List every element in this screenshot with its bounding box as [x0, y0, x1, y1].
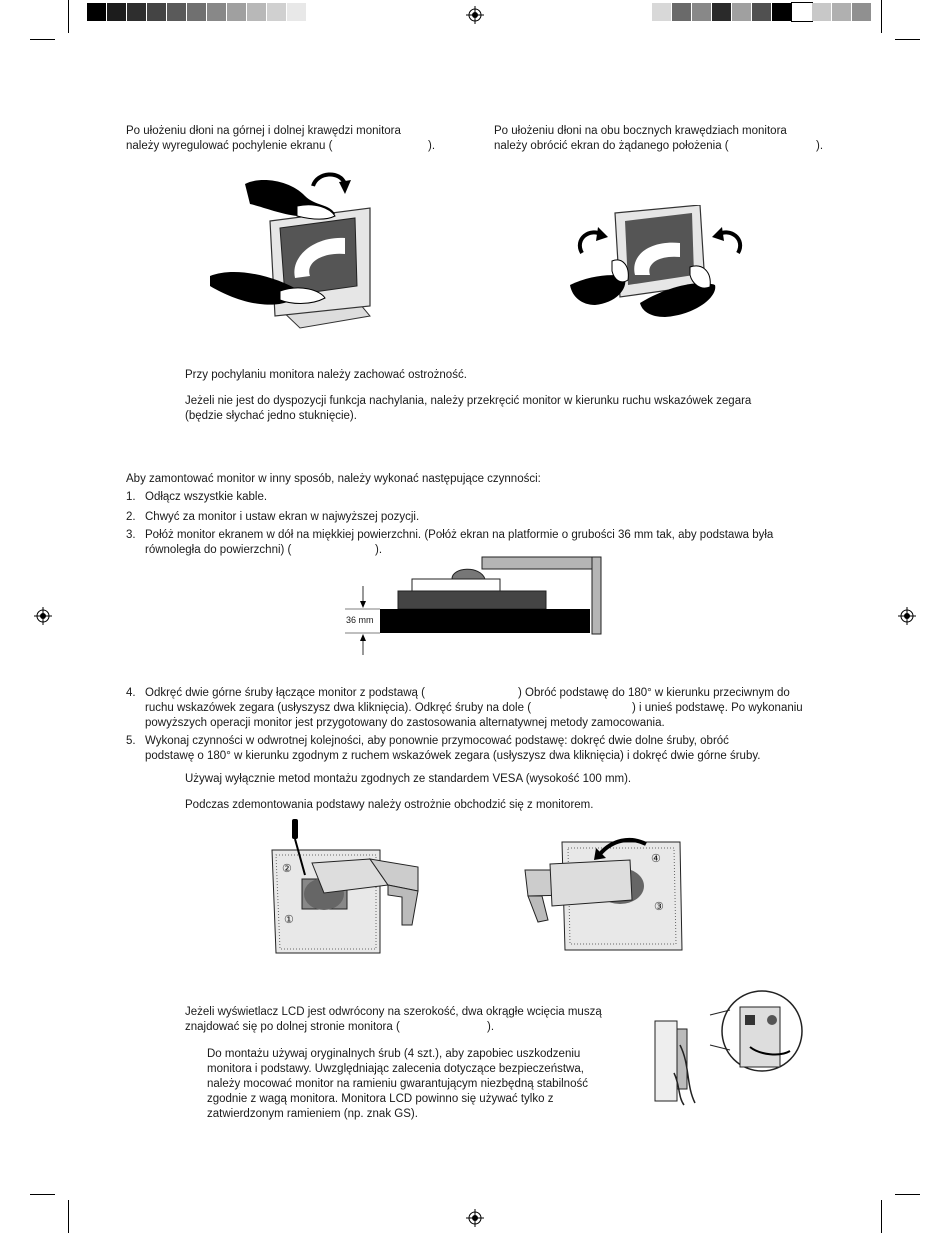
color-swatch — [772, 3, 792, 21]
step-text: Połóż monitor ekranem w dół na miękkiej powierzchni. (Połóż ekran na platformie o grubości 36 mm tak, aby podstawa była — [145, 529, 774, 541]
step-text: powyższych operacji monitor jest przygotowany do zastosowania alternatywnej metody zamocowania. — [145, 717, 665, 729]
step-text: ) i unieś podstawę. Po wykonaniu — [632, 702, 803, 714]
tilt-illustration — [205, 166, 380, 331]
color-swatch — [187, 3, 207, 21]
warning-line: zatwierdzonym ramieniem (np. znak GS). — [207, 1108, 418, 1120]
step-text: Chwyć za monitor i ustaw ekran w najwyższej pozycji. — [145, 511, 420, 523]
step-number: 5. — [126, 735, 136, 747]
tilt-note-line: (będzie słychać jedno stuknięcie). — [185, 410, 357, 422]
color-bar-right — [652, 3, 872, 21]
color-swatch — [792, 3, 812, 21]
landscape-mount-illustration — [650, 985, 810, 1110]
vesa-note-text: Używaj wyłącznie metod montażu zgodnych ze standardem VESA (wysokość 100 mm). — [185, 773, 632, 785]
color-swatch — [227, 3, 247, 21]
color-swatch — [207, 3, 227, 21]
color-swatch — [732, 3, 752, 21]
step-number: 2. — [126, 511, 136, 523]
step-text: ). — [375, 544, 383, 556]
screw-marker: ① — [284, 914, 294, 926]
warning-line: zgodnie z wagą monitora. Monitora LCD powinno się używać tylko z — [207, 1093, 554, 1105]
warning-line: należy mocować monitor na ramieniu gwarantującym niezbędną stabilność — [207, 1078, 588, 1090]
screw-marker: ② — [282, 863, 292, 875]
step-text: Wykonaj czynności w odwrotnej kolejności, aby ponownie przymocować podstawę: dokręć dwie dolne śruby, obróć — [145, 735, 729, 747]
step-number: 4. — [126, 687, 136, 699]
color-swatch — [107, 3, 127, 21]
color-swatch — [752, 3, 772, 21]
crop-mark — [895, 1194, 920, 1195]
color-swatch — [812, 3, 832, 21]
platform-illustration — [340, 553, 605, 658]
crop-mark — [895, 39, 920, 40]
landscape-note-end: ). — [487, 1021, 495, 1033]
crop-mark — [68, 0, 69, 33]
tilt-instruction-line: Po ułożeniu dłoni na górnej i dolnej krawędzi monitora — [126, 125, 401, 137]
crop-mark — [30, 39, 55, 40]
color-swatch — [852, 3, 872, 21]
swivel-instruction-line: Po ułożeniu dłoni na obu bocznych krawędziach monitora — [494, 125, 787, 137]
crop-mark — [881, 1200, 882, 1233]
color-swatch — [672, 3, 692, 21]
step-text: Odkręć dwie górne śruby łączące monitor z podstawą ( — [145, 687, 425, 699]
stand-removal-illustration-right — [520, 830, 685, 955]
warning-line: Do montażu używaj oryginalnych śrub (4 szt.), aby zapobiec uszkodzeniu — [207, 1048, 581, 1060]
color-swatch — [267, 3, 287, 21]
tilt-caution-text: Przy pochylaniu monitora należy zachować ostrożność. — [185, 369, 467, 381]
mount-intro-text: Aby zamontować monitor w inny sposób, należy wykonać następujące czynności: — [126, 473, 541, 485]
color-swatch — [127, 3, 147, 21]
color-swatch — [147, 3, 167, 21]
color-swatch — [652, 3, 672, 21]
color-bar-left — [87, 3, 307, 21]
screw-marker: ④ — [651, 853, 661, 865]
swivel-instruction-end: ). — [816, 140, 824, 152]
registration-mark-icon — [898, 607, 916, 625]
step-text: ) Obróć podstawę do 180° w kierunku przeciwnym do — [518, 687, 790, 699]
registration-mark-icon — [34, 607, 52, 625]
step-text: podstawę o 180° w kierunku zgodnym z ruchem wskazówek zegara (usłyszysz dwa kliknięcia) i dokręć dwie górne śruby. — [145, 750, 761, 762]
color-swatch — [247, 3, 267, 21]
color-swatch — [287, 3, 307, 21]
warning-line: monitora i podstawy. Uwzględniając zalecenia dotyczące bezpieczeństwa, — [207, 1063, 584, 1075]
screw-marker: ③ — [654, 901, 664, 913]
registration-mark-icon — [466, 1209, 484, 1227]
crop-mark — [30, 1194, 55, 1195]
careful-note-text: Podczas zdemontowania podstawy należy ostrożnie obchodzić się z monitorem. — [185, 799, 594, 811]
tilt-instruction-line: należy wyregulować pochylenie ekranu ( — [126, 140, 333, 152]
crop-mark — [881, 0, 882, 33]
swivel-instruction-line: należy obrócić ekran do żądanego położenia ( — [494, 140, 729, 152]
color-swatch — [87, 3, 107, 21]
stand-removal-illustration-left — [262, 815, 424, 957]
step-number: 1. — [126, 491, 136, 503]
platform-thickness-label: 36 mm — [346, 615, 374, 625]
registration-mark-icon — [466, 6, 484, 24]
step-number: 3. — [126, 529, 136, 541]
color-swatch — [692, 3, 712, 21]
color-swatch — [167, 3, 187, 21]
step-text: Odłącz wszystkie kable. — [145, 491, 268, 503]
color-swatch — [712, 3, 732, 21]
landscape-note-line: znajdować się po dolnej stronie monitora ( — [185, 1021, 400, 1033]
step-text: równoległa do powierzchni) ( — [145, 544, 292, 556]
swivel-illustration — [570, 205, 750, 325]
step-text: ruchu wskazówek zegara (usłyszysz dwa kliknięcia). Odkręć śruby na dole ( — [145, 702, 532, 714]
tilt-instruction-end: ). — [428, 140, 436, 152]
crop-mark — [68, 1200, 69, 1233]
landscape-note-line: Jeżeli wyświetlacz LCD jest odwrócony na szerokość, dwa okrągłe wcięcia muszą — [185, 1006, 602, 1018]
color-swatch — [832, 3, 852, 21]
tilt-note-line: Jeżeli nie jest do dyspozycji funkcja nachylania, należy przekręcić monitor w kierunku ruchu wskazówek zegara — [185, 395, 752, 407]
